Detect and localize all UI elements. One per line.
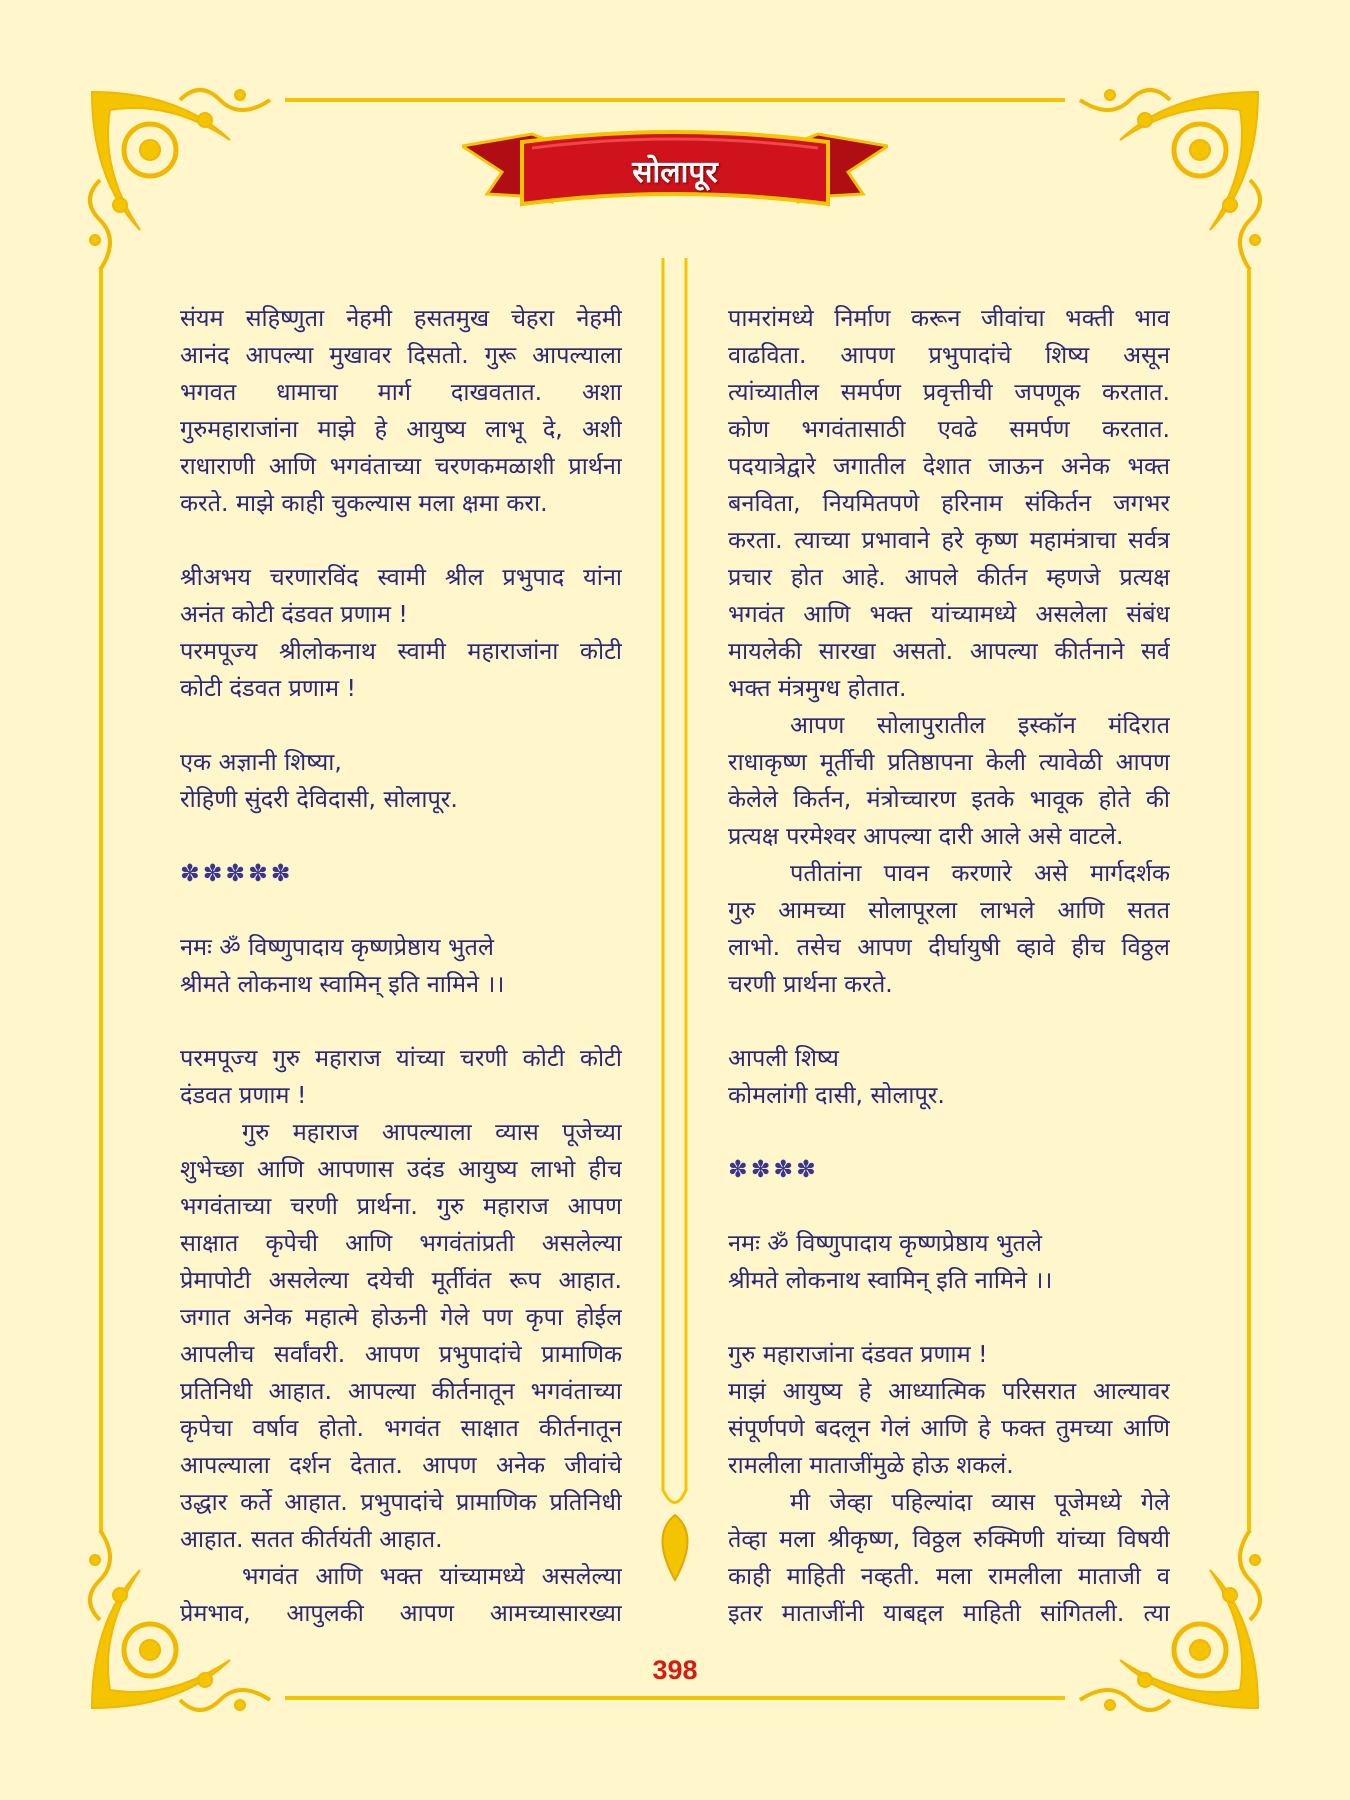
text-line: श्रीमते लोकनाथ स्वामिन् इति नामिने ।। (728, 1266, 1053, 1294)
text-line: मी जेव्हा पहिल्यांदा व्यास पूजेमध्ये गेले (790, 1488, 1170, 1516)
text-column-right (728, 300, 1170, 1632)
text-line: कृपेचा वर्षाव होतो. भगवंत साक्षात कीर्तनातून (180, 1414, 622, 1442)
text-line: दंडवत प्रणाम ! (180, 1081, 307, 1109)
text-line: आनंद आपल्या मुखावर दिसतो. गुरू आपल्याला (180, 341, 622, 369)
blank-line (728, 1003, 1170, 1040)
text-line: गुरु महाराजांना दंडवत प्रणाम ! (728, 1340, 988, 1368)
text-line: श्रीमते लोकनाथ स्वामिन् इति नामिने ।। (180, 970, 505, 998)
section-separator-stars: ✽✽✽✽✽ (180, 859, 294, 887)
text-line: गुरुमहाराजांना माझे हे आयुष्य लाभू दे, अशी (180, 415, 622, 443)
blank-line (180, 522, 622, 559)
text-column-left (180, 300, 622, 1632)
text-line: श्रीअभय चरणारविंद स्वामी श्रील प्रभुपाद यांना (180, 563, 622, 591)
blank-line (180, 707, 622, 744)
text-line: गुरु महाराज आपल्याला व्यास पूजेच्या (242, 1118, 622, 1146)
text-line: नमः ॐ विष्णुपादाय कृष्णप्रेष्ठाय भुतले (180, 933, 494, 961)
text-line: राधाराणी आणि भगवंताच्या चरणकमळाशी प्रार्थना (180, 452, 622, 480)
text-line: मायलेकी सारखा असतो. आपल्या कीर्तनाने सर्व (728, 637, 1170, 665)
text-line: अनंत कोटी दंडवत प्रणाम ! (180, 600, 408, 628)
text-line: प्रेमभाव, आपुलकी आपण आमच्यासारख्या (180, 1599, 622, 1627)
blank-line (180, 892, 622, 929)
text-line: काही माहिती नव्हती. मला रामलीला माताजी व (728, 1562, 1170, 1590)
text-line: गुरु आमच्या सोलापूरला लाभले आणि सतत (728, 896, 1170, 924)
text-line: प्रेमापोटी असलेल्या दयेची मूर्तीवंत रूप आहात. (180, 1266, 622, 1294)
text-line: प्रतिनिधी आहात. आपल्या कीर्तनातून भगवंताच्या (180, 1377, 622, 1405)
text-line: भगवंत आणि भक्त यांच्यामध्ये असलेला संबंध (728, 600, 1170, 628)
blank-line (728, 1114, 1170, 1151)
text-line: भगवत धामाचा मार्ग दाखवतात. अशा (180, 378, 622, 406)
text-line: भगवंत आणि भक्त यांच्यामध्ये असलेल्या (242, 1562, 622, 1590)
text-line: पदयात्रेद्वारे जगातील देशात जाऊन अनेक भक्त (728, 452, 1170, 480)
text-line: रोहिणी सुंदरी देविदासी, सोलापूर. (180, 785, 458, 813)
text-line: कोटी दंडवत प्रणाम ! (180, 674, 356, 702)
text-line: पामरांमध्ये निर्माण करून जीवांचा भक्ती भाव (728, 304, 1170, 332)
text-line: करता. त्याच्या प्रभावाने हरे कृष्ण महामंत्राचा सर्वत्र (728, 526, 1170, 554)
text-line: परमपूज्य गुरु महाराज यांच्या चरणी कोटी कोटी (180, 1044, 622, 1072)
text-line: उद्धार कर्ते आहात. प्रभुपादांचे प्रामाणिक प्रतिनिधी (180, 1488, 622, 1516)
text-line: इतर माताजींनी याबद्दल माहिती सांगितली. त्या (728, 1599, 1170, 1627)
blank-line (180, 1003, 622, 1040)
section-separator-stars: ✽✽✽✽ (728, 1155, 819, 1183)
text-line: त्यांच्यातील समर्पण प्रवृत्तीची जपणूक करतात. (728, 378, 1170, 406)
page-title: सोलापूर (632, 155, 718, 190)
text-line: आपलीच सर्वांवरी. आपण प्रभुपादांचे प्रामाणिक (180, 1340, 622, 1368)
text-line: आपली शिष्य (728, 1044, 839, 1072)
text-line: साक्षात कृपेची आणि भगवंतांप्रती असलेल्या (180, 1229, 622, 1257)
text-line: राधाकृष्ण मूर्तीची प्रतिष्ठापना केली त्यावेळी आपण (728, 748, 1170, 776)
text-line: लाभो. तसेच आपण दीर्घायुषी व्हावे हीच विठ्ठल (728, 933, 1170, 961)
text-line: करते. माझे काही चुकल्यास मला क्षमा करा. (180, 489, 548, 517)
page-number: 398 (652, 1655, 698, 1685)
text-line: संपूर्णपणे बदलून गेलं आणि हे फक्त तुमच्या आणि (728, 1414, 1170, 1442)
text-line: आहात. सतत कीर्तयंती आहात. (180, 1525, 443, 1553)
text-line: भक्त मंत्रमुग्ध होतात. (728, 674, 907, 702)
text-line: आपल्याला दर्शन देतात. आपण अनेक जीवांचे (180, 1451, 622, 1479)
text-line: शुभेच्छा आणि आपणास उदंड आयुष्य लाभो हीच (180, 1155, 622, 1183)
blank-line (728, 1299, 1170, 1336)
text-line: चरणी प्रार्थना करते. (728, 970, 893, 998)
text-line: प्रचार होत आहे. आपले कीर्तन म्हणजे प्रत्यक्ष (728, 563, 1170, 591)
text-line: आपण सोलापुरातील इस्कॉन मंदिरात (790, 711, 1170, 739)
text-line: पतीतांना पावन करणारे असे मार्गदर्शक (790, 859, 1170, 887)
text-line: केलेले किर्तन, मंत्रोच्चारण इतके भावूक होते की (728, 785, 1170, 813)
text-line: जगात अनेक महात्मे होऊनी गेले पण कृपा होईल (180, 1303, 622, 1331)
center-column-divider (663, 258, 686, 1503)
text-line: नमः ॐ विष्णुपादाय कृष्णप्रेष्ठाय भुतले (728, 1229, 1042, 1257)
text-line: प्रत्यक्ष परमेश्वर आपल्या दारी आले असे वाटले. (728, 822, 1124, 850)
divider-drop-ornament-icon (663, 1515, 688, 1580)
text-line: तेव्हा मला श्रीकृष्ण, विठ्ठल रुक्मिणी यांच्या विषयी (728, 1525, 1170, 1553)
text-line: भगवंताच्या चरणी प्रार्थना. गुरु महाराज आपण (180, 1192, 622, 1220)
text-line: माझं आयुष्य हे आध्यात्मिक परिसरात आल्यावर (728, 1377, 1170, 1405)
text-line: एक अज्ञानी शिष्या, (180, 748, 342, 776)
blank-line (728, 1188, 1170, 1225)
text-line: वाढविता. आपण प्रभुपादांचे शिष्य असून (728, 341, 1170, 369)
text-line: कोमलांगी दासी, सोलापूर. (728, 1081, 945, 1109)
text-line: कोण भगवंतासाठी एवढे समर्पण करतात. (728, 415, 1170, 443)
text-line: रामलीला माताजींमुळे होऊ शकलं. (728, 1451, 1014, 1479)
title-ribbon-banner (462, 124, 888, 224)
text-line: संयम सहिष्णुता नेहमी हसतमुख चेहरा नेहमी (180, 304, 622, 332)
blank-line (180, 818, 622, 855)
text-line: परमपूज्य श्रीलोकनाथ स्वामी महाराजांना कोटी (180, 637, 622, 665)
text-line: बनविता, नियमितपणे हरिनाम संकिर्तन जगभर (728, 489, 1170, 517)
